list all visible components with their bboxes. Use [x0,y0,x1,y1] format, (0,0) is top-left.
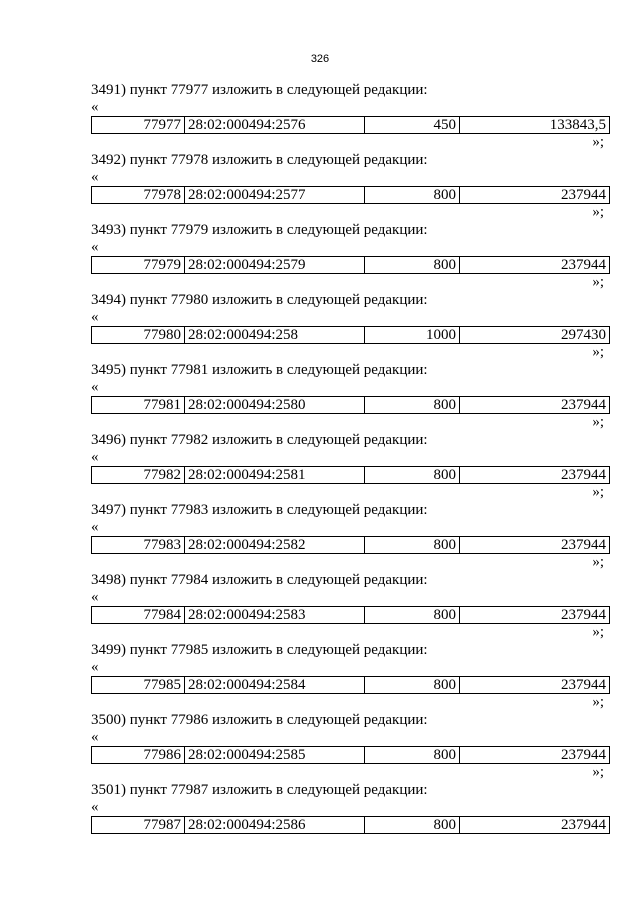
opening-quote: « [91,169,99,185]
amendment-list [91,82,610,852]
amendment-entry [91,82,610,152]
closing-quote: »; [592,764,604,780]
opening-quote: « [91,589,99,605]
value-cell: 297430 [460,327,610,344]
item-number-cell: 77985 [92,677,185,694]
value-cell: 237944 [460,817,610,834]
area-cell: 450 [365,117,460,134]
area-cell: 800 [365,257,460,274]
amendment-entry [91,362,610,432]
amendment-table [91,466,610,484]
amendment-heading: 3493) пункт 77979 изложить в следующей редакции: [91,222,428,238]
item-number-cell: 77984 [92,607,185,624]
amendment-heading: 3496) пункт 77982 изложить в следующей редакции: [91,432,428,448]
table-row [92,397,610,414]
cadastral-number-cell: 28:02:000494:2586 [185,817,365,834]
cadastral-number-cell: 28:02:000494:2582 [185,537,365,554]
opening-quote: « [91,239,99,255]
amendment-heading: 3495) пункт 77981 изложить в следующей редакции: [91,362,428,378]
amendment-heading: 3501) пункт 77987 изложить в следующей редакции: [91,782,428,798]
amendment-heading: 3494) пункт 77980 изложить в следующей редакции: [91,292,428,308]
table-row [92,257,610,274]
table-row [92,607,610,624]
area-cell: 800 [365,677,460,694]
closing-quote: »; [592,694,604,710]
opening-quote: « [91,519,99,535]
area-cell: 800 [365,187,460,204]
cadastral-number-cell: 28:02:000494:2584 [185,677,365,694]
amendment-heading: 3499) пункт 77985 изложить в следующей редакции: [91,642,428,658]
amendment-entry [91,152,610,222]
table-row [92,187,610,204]
table-row [92,467,610,484]
amendment-table [91,536,610,554]
amendment-entry [91,642,610,712]
table-row [92,677,610,694]
cadastral-number-cell: 28:02:000494:2576 [185,117,365,134]
cadastral-number-cell: 28:02:000494:2585 [185,747,365,764]
amendment-entry [91,782,610,852]
cadastral-number-cell: 28:02:000494:2580 [185,397,365,414]
value-cell: 237944 [460,537,610,554]
item-number-cell: 77986 [92,747,185,764]
area-cell: 1000 [365,327,460,344]
amendment-entry [91,572,610,642]
value-cell: 237944 [460,187,610,204]
item-number-cell: 77981 [92,397,185,414]
item-number-cell: 77977 [92,117,185,134]
amendment-table [91,816,610,834]
amendment-table [91,326,610,344]
value-cell: 237944 [460,747,610,764]
item-number-cell: 77980 [92,327,185,344]
closing-quote: »; [592,344,604,360]
amendment-heading: 3500) пункт 77986 изложить в следующей редакции: [91,712,428,728]
value-cell: 237944 [460,607,610,624]
table-row [92,327,610,344]
opening-quote: « [91,99,99,115]
amendment-table [91,396,610,414]
cadastral-number-cell: 28:02:000494:2581 [185,467,365,484]
page-number: 326 [310,53,330,65]
area-cell: 800 [365,817,460,834]
amendment-heading: 3492) пункт 77978 изложить в следующей редакции: [91,152,428,168]
value-cell: 237944 [460,397,610,414]
item-number-cell: 77978 [92,187,185,204]
area-cell: 800 [365,467,460,484]
cadastral-number-cell: 28:02:000494:2579 [185,257,365,274]
amendment-entry [91,502,610,572]
table-row [92,817,610,834]
closing-quote: »; [592,134,604,150]
closing-quote: »; [592,554,604,570]
amendment-table [91,186,610,204]
opening-quote: « [91,309,99,325]
amendment-entry [91,292,610,362]
table-row [92,747,610,764]
opening-quote: « [91,449,99,465]
value-cell: 237944 [460,257,610,274]
closing-quote: »; [592,204,604,220]
area-cell: 800 [365,607,460,624]
item-number-cell: 77983 [92,537,185,554]
amendment-heading: 3497) пункт 77983 изложить в следующей редакции: [91,502,428,518]
amendment-table [91,606,610,624]
closing-quote: »; [592,274,604,290]
closing-quote: »; [592,414,604,430]
cadastral-number-cell: 28:02:000494:2577 [185,187,365,204]
area-cell: 800 [365,537,460,554]
amendment-entry [91,712,610,782]
opening-quote: « [91,799,99,815]
cadastral-number-cell: 28:02:000494:258 [185,327,365,344]
value-cell: 237944 [460,677,610,694]
item-number-cell: 77982 [92,467,185,484]
area-cell: 800 [365,397,460,414]
table-row [92,537,610,554]
closing-quote: »; [592,624,604,640]
amendment-entry [91,222,610,292]
amendment-table [91,116,610,134]
amendment-table [91,676,610,694]
amendment-table [91,256,610,274]
area-cell: 800 [365,747,460,764]
amendment-heading: 3491) пункт 77977 изложить в следующей редакции: [91,82,428,98]
opening-quote: « [91,729,99,745]
amendment-entry [91,432,610,502]
closing-quote: »; [592,484,604,500]
cadastral-number-cell: 28:02:000494:2583 [185,607,365,624]
value-cell: 237944 [460,467,610,484]
amendment-heading: 3498) пункт 77984 изложить в следующей редакции: [91,572,428,588]
amendment-table [91,746,610,764]
table-row [92,117,610,134]
opening-quote: « [91,659,99,675]
item-number-cell: 77987 [92,817,185,834]
opening-quote: « [91,379,99,395]
value-cell: 133843,5 [460,117,610,134]
item-number-cell: 77979 [92,257,185,274]
